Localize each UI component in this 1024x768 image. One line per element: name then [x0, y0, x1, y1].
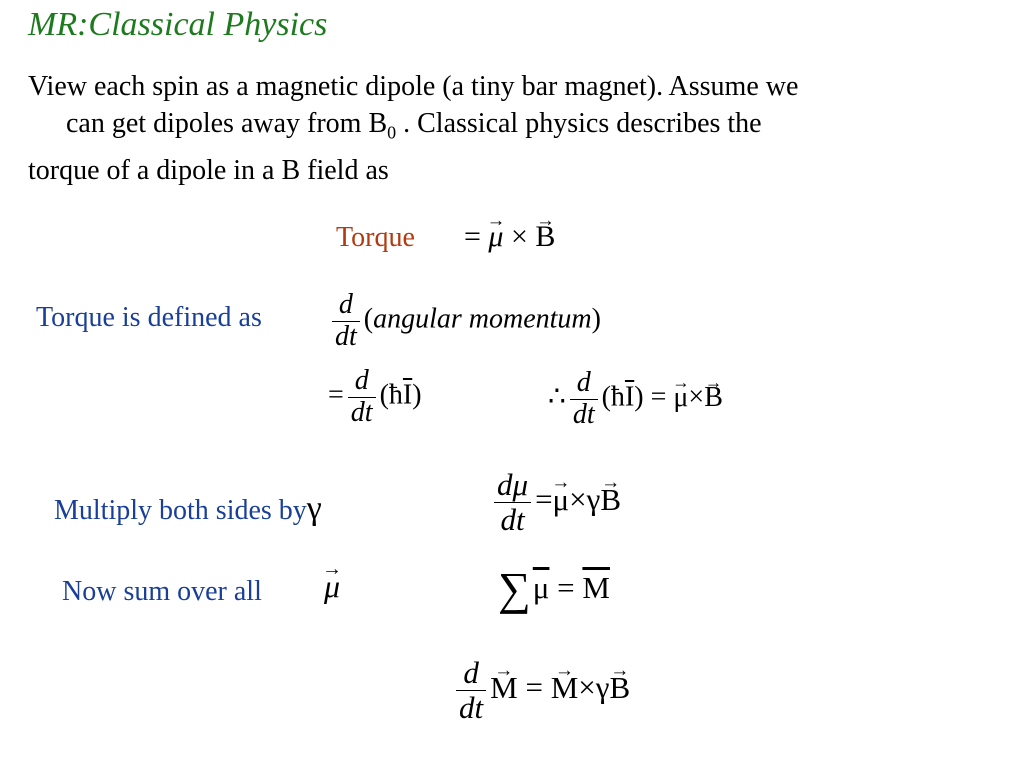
- intro-line-2b: . Classical physics describes the: [396, 108, 762, 139]
- frac-denominator: dt: [572, 398, 595, 430]
- gamma-symbol: γ: [306, 490, 322, 527]
- frac-numerator: d: [570, 368, 598, 400]
- slide-title: MR:Classical Physics: [28, 6, 328, 43]
- m-bar: $\overline{M}$: [582, 570, 610, 605]
- mu-vector: → μ: [553, 482, 570, 518]
- angular-momentum-text: angular momentum: [373, 303, 592, 335]
- mu-vector: → μ: [488, 220, 503, 254]
- sigma-symbol: ∑: [498, 563, 531, 614]
- derivative-fraction: [348, 366, 376, 429]
- frac-numerator: dμ: [494, 468, 531, 503]
- mu-bar: $\overline{\mu}$: [532, 570, 550, 605]
- hbar-open: (ħ: [379, 379, 403, 411]
- frac-numerator: d: [332, 290, 360, 322]
- derivative-fraction: [456, 656, 486, 725]
- derivative-fraction: [332, 290, 360, 353]
- times-sign: ×: [578, 669, 596, 705]
- frac-denominator: dt: [500, 502, 525, 538]
- equals-sign: =: [535, 481, 553, 517]
- close-paren: ): [412, 379, 422, 411]
- close-paren: ): [591, 303, 601, 335]
- multiply-text: Multiply both sides by: [54, 495, 307, 526]
- frac-denominator: dt: [335, 320, 357, 352]
- open-paren: (: [363, 303, 374, 335]
- sum-equation: [498, 562, 610, 615]
- sum-label: Now sum over all: [62, 576, 262, 607]
- therefore-equation: [548, 368, 723, 431]
- times-sign: ×: [688, 381, 705, 413]
- multiply-label: [54, 490, 322, 528]
- equals-sign: =: [464, 220, 481, 253]
- equals-sign: =: [557, 570, 575, 605]
- b0-subscript: 0: [387, 122, 397, 143]
- frac-numerator: d: [348, 366, 376, 398]
- definition-equation: [328, 290, 601, 353]
- m-vector: → M: [490, 670, 518, 706]
- derivative-fraction: [494, 468, 531, 537]
- intro-line-1: View each spin as a magnetic dipole (a tiny bar magnet). Assume we: [28, 71, 799, 102]
- rhs-equals: ) =: [634, 381, 674, 413]
- b-vector: → B: [704, 382, 723, 414]
- b-vector: → B: [600, 482, 621, 518]
- equals-sign: =: [328, 379, 344, 411]
- torque-equation: [464, 220, 555, 254]
- intro-paragraph: [28, 68, 798, 189]
- frac-denominator: dt: [350, 396, 373, 428]
- intro-line-2: [28, 105, 798, 152]
- m-vector: → M: [551, 670, 579, 706]
- gamma-symbol: γ: [586, 481, 601, 517]
- derivative-fraction: [570, 368, 598, 431]
- intro-line-3: torque of a dipole in a B field as: [28, 154, 389, 186]
- b-vector: → B: [535, 220, 555, 254]
- multiply-equation: [490, 468, 621, 537]
- gamma-symbol: γ: [595, 669, 610, 705]
- hbar-open: (ħ: [601, 381, 625, 413]
- therefore-symbol: ∴: [548, 381, 566, 413]
- b-vector: → B: [609, 670, 630, 706]
- final-equation: [452, 656, 630, 725]
- mu-vector-label: [324, 568, 340, 605]
- i-operator: $\overline{I}$: [402, 379, 413, 411]
- expansion-equation: [328, 366, 422, 429]
- i-operator: $\overline{I}$: [624, 381, 635, 413]
- times-sign: ×: [569, 481, 587, 517]
- intro-line-2a: can get dipoles away from B: [66, 108, 388, 139]
- definition-label: Torque is defined as: [36, 302, 262, 333]
- frac-denominator: dt: [459, 690, 484, 726]
- frac-numerator: d: [456, 656, 486, 691]
- mu-vector: → μ: [324, 568, 340, 605]
- times-sign: ×: [510, 220, 528, 253]
- equals-sign: =: [525, 669, 543, 705]
- torque-label: Torque: [336, 222, 415, 253]
- mu-vector: → μ: [673, 382, 688, 414]
